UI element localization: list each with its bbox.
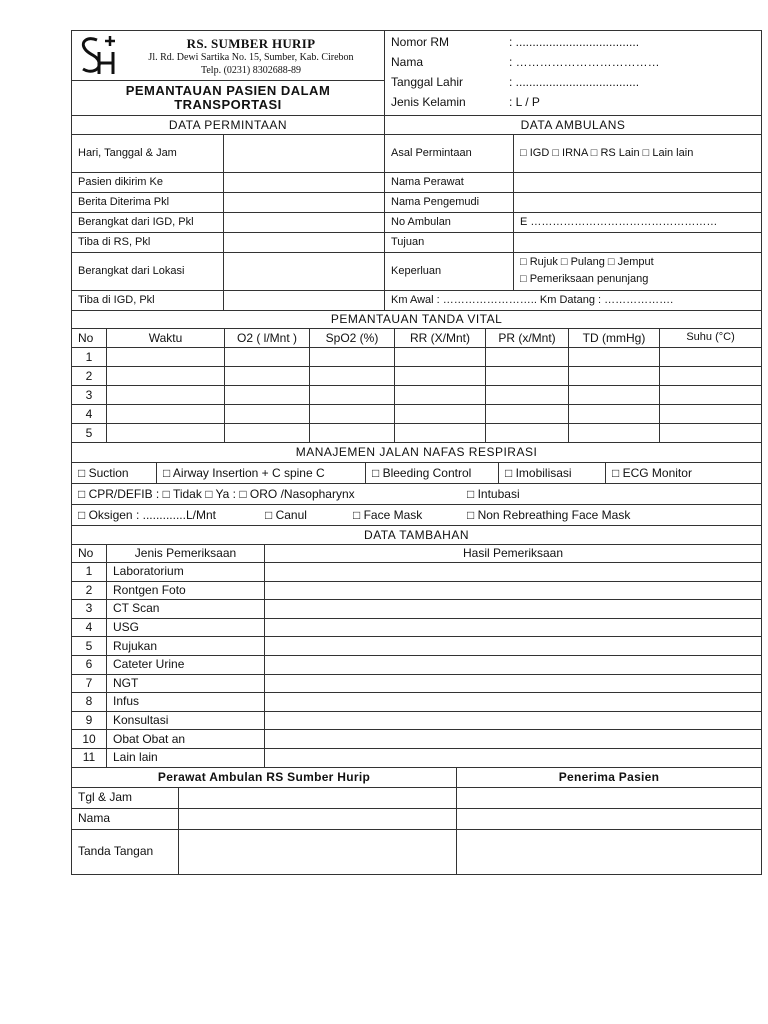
vital-signs-header: PEMANTAUAN TANDA VITAL: [72, 311, 762, 329]
nama-value: : ………………………………: [509, 55, 660, 69]
vital-cell[interactable]: [225, 348, 310, 367]
vital-cell[interactable]: [486, 367, 569, 386]
exam-number: 5: [72, 637, 107, 656]
nurse-field[interactable]: [179, 808, 457, 829]
amb-label: Asal Permintaan: [385, 135, 514, 173]
vital-cell[interactable]: [310, 367, 395, 386]
tgl-lahir-value: : .....................................: [509, 75, 640, 89]
req-label: Hari, Tanggal & Jam: [72, 135, 224, 173]
exam-number: 1: [72, 563, 107, 582]
vital-cell[interactable]: [310, 386, 395, 405]
vital-col-header: RR (X/Mnt): [395, 329, 486, 348]
exam-result-field[interactable]: [265, 730, 762, 749]
exam-result-field[interactable]: [265, 563, 762, 582]
vital-signs-table: [71, 310, 762, 443]
tgl-lahir-label: Tanggal Lahir: [391, 75, 464, 89]
amb-label: No Ambulan: [385, 213, 514, 233]
req-label: Tiba di RS, Pkl: [72, 233, 224, 253]
vital-row-number: 5: [72, 424, 107, 443]
vital-col-header: No: [72, 329, 107, 348]
rm-value: : .....................................: [509, 35, 640, 49]
req-value-field[interactable]: [224, 233, 385, 253]
signature-row-label: Nama: [72, 808, 179, 829]
header-table: [71, 30, 762, 116]
signature-row-label: Tgl & Jam: [72, 787, 179, 808]
intubasi-option[interactable]: □ Intubasi: [467, 487, 520, 501]
amb-label: Tujuan: [385, 233, 514, 253]
hospital-info-cell: [72, 31, 385, 81]
keperluan-options[interactable]: [514, 253, 762, 291]
jenis-kelamin-label: Jenis Kelamin: [391, 95, 466, 109]
receiver-field[interactable]: [457, 787, 762, 808]
exam-number: 4: [72, 618, 107, 637]
req-label: Berita Diterima Pkl: [72, 193, 224, 213]
amb-label: Nama Perawat: [385, 173, 514, 193]
vital-cell[interactable]: [395, 367, 486, 386]
exam-name: USG: [107, 618, 265, 637]
exam-result-field[interactable]: [265, 618, 762, 637]
vital-row: [72, 348, 762, 367]
vital-cell[interactable]: [660, 405, 762, 424]
exam-name: Konsultasi: [107, 711, 265, 730]
req-value-field[interactable]: [224, 193, 385, 213]
req-label: Berangkat dari IGD, Pkl: [72, 213, 224, 233]
exam-result-field[interactable]: [265, 693, 762, 712]
req-value-field[interactable]: [224, 173, 385, 193]
vital-row: [72, 367, 762, 386]
exam-number: 8: [72, 693, 107, 712]
keperluan-line-2: □ Pemeriksaan penunjang: [520, 273, 649, 285]
exam-name: Infus: [107, 693, 265, 712]
vital-cell[interactable]: [395, 424, 486, 443]
vital-cell[interactable]: [310, 405, 395, 424]
vital-cell[interactable]: [107, 367, 225, 386]
vital-cell[interactable]: [660, 424, 762, 443]
vital-row-number: 2: [72, 367, 107, 386]
vital-row: [72, 424, 762, 443]
vital-row: [72, 405, 762, 424]
vital-cell[interactable]: [660, 367, 762, 386]
exam-number: 2: [72, 581, 107, 600]
exam-result-field[interactable]: [265, 748, 762, 767]
vital-cell[interactable]: [486, 348, 569, 367]
airway-header: MANAJEMEN JALAN NAFAS RESPIRASI: [72, 443, 762, 463]
vital-cell[interactable]: [107, 386, 225, 405]
receiver-header: Penerima Pasien: [457, 767, 762, 787]
exam-name: Obat Obat an: [107, 730, 265, 749]
request-ambulance-table: [71, 115, 762, 311]
vital-cell[interactable]: [395, 386, 486, 405]
vital-cell[interactable]: [107, 348, 225, 367]
exam-number: 9: [72, 711, 107, 730]
req-value-field[interactable]: [224, 213, 385, 233]
receiver-field[interactable]: [457, 808, 762, 829]
exam-result-field[interactable]: [265, 674, 762, 693]
vital-cell[interactable]: [486, 424, 569, 443]
vital-col-header: PR (x/Mnt): [486, 329, 569, 348]
oksigen-option[interactable]: □ Oksigen : .............L/Mnt: [78, 507, 216, 522]
vital-cell[interactable]: [107, 424, 225, 443]
vital-cell[interactable]: [569, 405, 660, 424]
non-rebreathing-option[interactable]: □ Non Rebreathing Face Mask: [467, 508, 631, 522]
exam-name: Rontgen Foto: [107, 581, 265, 600]
additional-data-table: [71, 525, 762, 768]
airway-table: [71, 442, 762, 526]
exam-number: 11: [72, 748, 107, 767]
data-permintaan-header: DATA PERMINTAAN: [72, 116, 385, 135]
cpr-defib-option[interactable]: □ CPR/DEFIB : □ Tidak □ Ya : □ ORO /Nasopharynx: [78, 486, 355, 501]
amb-value-field[interactable]: [514, 233, 762, 253]
signature-row-label: Tanda Tangan: [72, 829, 179, 874]
km-field[interactable]: Km Awal : …………………….. Km Datang : ……………….: [385, 291, 762, 311]
exam-result-field[interactable]: [265, 637, 762, 656]
exam-result-field[interactable]: [265, 581, 762, 600]
transport-monitoring-form: [71, 30, 761, 875]
exam-name: Laboratorium: [107, 563, 265, 582]
req-label: Pasien dikirim Ke: [72, 173, 224, 193]
amb-label: Keperluan: [385, 253, 514, 291]
nurse-signature-field[interactable]: [179, 829, 457, 874]
rm-label: Nomor RM: [391, 35, 450, 49]
col-jenis-header: Jenis Pemeriksaan: [107, 545, 265, 563]
exam-name: Rujukan: [107, 637, 265, 656]
vital-row-number: 3: [72, 386, 107, 405]
req-value-field[interactable]: [224, 253, 385, 291]
hospital-address: Jl. Rd. Dewi Sartika No. 15, Sumber, Kab. Cirebon: [148, 52, 354, 64]
vital-cell[interactable]: [660, 348, 762, 367]
airway-option[interactable]: □ Imobilisasi: [499, 463, 606, 484]
vital-col-header: O2 ( l/Mnt ): [225, 329, 310, 348]
exam-number: 7: [72, 674, 107, 693]
exam-name: CT Scan: [107, 600, 265, 619]
additional-header: DATA TAMBAHAN: [72, 526, 762, 545]
hospital-name: RS. SUMBER HURIP: [186, 36, 316, 51]
vital-row: [72, 386, 762, 405]
patient-info-cell: [385, 31, 762, 116]
vital-cell[interactable]: [660, 386, 762, 405]
vital-cell[interactable]: [569, 348, 660, 367]
vital-col-header: TD (mmHg): [569, 329, 660, 348]
nurse-field[interactable]: [179, 787, 457, 808]
amb-value-field[interactable]: [514, 173, 762, 193]
vital-cell[interactable]: [225, 386, 310, 405]
airway-option[interactable]: □ Bleeding Control: [366, 463, 499, 484]
exam-result-field[interactable]: [265, 600, 762, 619]
asal-options[interactable]: □ IGD □ IRNA □ RS Lain □ Lain lain: [514, 135, 762, 173]
nurse-header: Perawat Ambulan RS Sumber Hurip: [72, 767, 457, 787]
no-ambulan-value[interactable]: E ……………………………………………: [514, 213, 762, 233]
vital-cell[interactable]: [569, 386, 660, 405]
signature-table: [71, 767, 762, 875]
vital-cell[interactable]: [225, 424, 310, 443]
vital-cell[interactable]: [310, 424, 395, 443]
vital-col-header: Waktu: [107, 329, 225, 348]
form-title: PEMANTAUAN PASIEN DALAM TRANSPORTASI: [72, 81, 385, 116]
vital-cell[interactable]: [395, 348, 486, 367]
exam-name: NGT: [107, 674, 265, 693]
hospital-phone: Telp. (0231) 8302688-89: [200, 64, 302, 76]
exam-number: 6: [72, 655, 107, 674]
exam-number: 3: [72, 600, 107, 619]
req-value-field[interactable]: [224, 291, 385, 311]
oxygen-row: [72, 505, 762, 526]
airway-option[interactable]: □ ECG Monitor: [606, 463, 762, 484]
keperluan-line-1: □ Rujuk □ Pulang □ Jemput: [520, 256, 654, 269]
req-label: Tiba di IGD, Pkl: [72, 291, 224, 311]
cpr-row: [72, 484, 762, 505]
exam-name: Cateter Urine: [107, 655, 265, 674]
vital-cell[interactable]: [225, 367, 310, 386]
canul-option[interactable]: □ Canul: [265, 508, 307, 522]
vital-cell[interactable]: [569, 367, 660, 386]
airway-option[interactable]: □ Airway Insertion + C spine C: [157, 463, 366, 484]
airway-option[interactable]: □ Suction: [72, 463, 157, 484]
col-no-header: No: [72, 545, 107, 563]
vital-cell[interactable]: [569, 424, 660, 443]
exam-number: 10: [72, 730, 107, 749]
req-label: Berangkat dari Lokasi: [72, 253, 224, 291]
exam-result-field[interactable]: [265, 655, 762, 674]
nama-label: Nama: [391, 55, 424, 69]
hospital-logo-icon: [77, 34, 119, 76]
vital-row-number: 4: [72, 405, 107, 424]
amb-value-field[interactable]: [514, 193, 762, 213]
exam-name: Lain lain: [107, 748, 265, 767]
face-mask-option[interactable]: □ Face Mask: [353, 508, 423, 522]
vital-col-header: SpO2 (%): [310, 329, 395, 348]
vital-cell[interactable]: [310, 348, 395, 367]
req-value-field[interactable]: [224, 135, 385, 173]
amb-label: Nama Pengemudi: [385, 193, 514, 213]
vital-cell[interactable]: [225, 405, 310, 424]
receiver-signature-field[interactable]: [457, 829, 762, 874]
vital-cell[interactable]: [395, 405, 486, 424]
vital-cell[interactable]: [486, 405, 569, 424]
jenis-kelamin-value: : L / P: [509, 95, 540, 109]
exam-result-field[interactable]: [265, 711, 762, 730]
vital-col-header: Suhu (°C): [660, 329, 762, 348]
data-ambulans-header: DATA AMBULANS: [385, 116, 762, 135]
col-hasil-header: Hasil Pemeriksaan: [265, 545, 762, 563]
vital-cell[interactable]: [107, 405, 225, 424]
vital-row-number: 1: [72, 348, 107, 367]
vital-cell[interactable]: [486, 386, 569, 405]
